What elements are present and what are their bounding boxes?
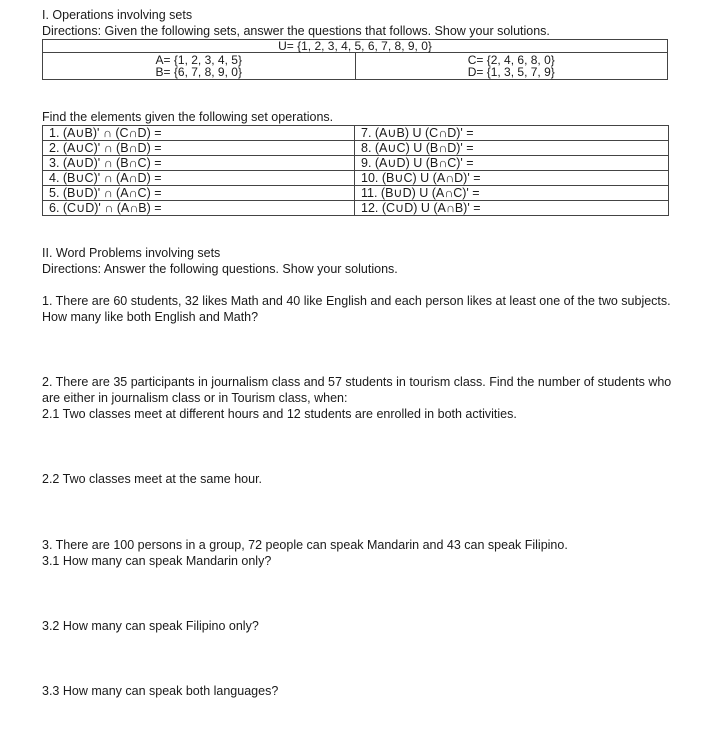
table-row bbox=[43, 186, 669, 201]
section2-title: II. Word Problems involving sets bbox=[42, 246, 221, 260]
table-row bbox=[43, 126, 669, 141]
operation-2: 2. (A∪C)' ∩ (B∩D) = bbox=[43, 141, 355, 156]
operation-11: 11. (B∪D) U (A∩C)' = bbox=[355, 186, 669, 201]
operation-4: 4. (B∪C)' ∩ (A∩D) = bbox=[43, 171, 355, 186]
table-row bbox=[43, 156, 669, 171]
section1-directions: Directions: Given the following sets, answer the questions that follows. Show your solutions. bbox=[42, 24, 550, 38]
operation-3: 3. (A∪D)' ∩ (B∩C) = bbox=[43, 156, 355, 171]
section2-directions: Directions: Answer the following questions. Show your solutions. bbox=[42, 262, 398, 276]
operations-table bbox=[42, 125, 669, 216]
sets-c-d-cell bbox=[355, 53, 668, 80]
set-a: A= {1, 2, 3, 4, 5} bbox=[155, 52, 242, 67]
universe-set: U= {1, 2, 3, 4, 5, 6, 7, 8, 9, 0} bbox=[43, 40, 668, 53]
table-row bbox=[43, 201, 669, 216]
set-b: B= {6, 7, 8, 9, 0} bbox=[155, 65, 242, 79]
problem-2: 2. There are 35 participants in journalism class and 57 students in tourism class. Find the number of students who are either in journalism class or in Tourism class, when: bbox=[42, 375, 672, 405]
table-row bbox=[43, 141, 669, 156]
table-row bbox=[43, 171, 669, 186]
problem-1: 1. There are 60 students, 32 likes Math and 40 like English and each person likes at least one of the two subjects. How many like both English and Math? bbox=[42, 294, 671, 324]
section1-title: I. Operations involving sets bbox=[42, 8, 193, 22]
sets-a-b-cell bbox=[43, 53, 356, 80]
problem-3: 3. There are 100 persons in a group, 72 people can speak Mandarin and 43 can speak Filipino. bbox=[42, 538, 568, 552]
operation-9: 9. (A∪D) U (B∩C)' = bbox=[355, 156, 669, 171]
operation-10: 10. (B∪C) U (A∩D)' = bbox=[355, 171, 669, 186]
problem-3-1: 3.1 How many can speak Mandarin only? bbox=[42, 554, 272, 568]
problem-2-1: 2.1 Two classes meet at different hours and 12 students are enrolled in both activities. bbox=[42, 407, 517, 421]
problem-2-2: 2.2 Two classes meet at the same hour. bbox=[42, 472, 263, 486]
operation-7: 7. (A∪B) U (C∩D)' = bbox=[355, 126, 669, 141]
set-d: D= {1, 3, 5, 7, 9} bbox=[467, 65, 555, 79]
find-label: Find the elements given the following set operations. bbox=[42, 110, 334, 124]
sets-table bbox=[42, 39, 668, 80]
problem-3-2: 3.2 How many can speak Filipino only? bbox=[42, 619, 259, 633]
operation-5: 5. (B∪D)' ∩ (A∩C) = bbox=[43, 186, 355, 201]
problem-3-3: 3.3 How many can speak both languages? bbox=[42, 684, 279, 698]
operation-1: 1. (A∪B)' ∩ (C∩D) = bbox=[43, 126, 355, 141]
operation-8: 8. (A∪C) U (B∩D)' = bbox=[355, 141, 669, 156]
operation-12: 12. (C∪D) U (A∩B)' = bbox=[355, 201, 669, 216]
operation-6: 6. (C∪D)' ∩ (A∩B) = bbox=[43, 201, 355, 216]
set-c: C= {2, 4, 6, 8, 0} bbox=[467, 52, 555, 67]
